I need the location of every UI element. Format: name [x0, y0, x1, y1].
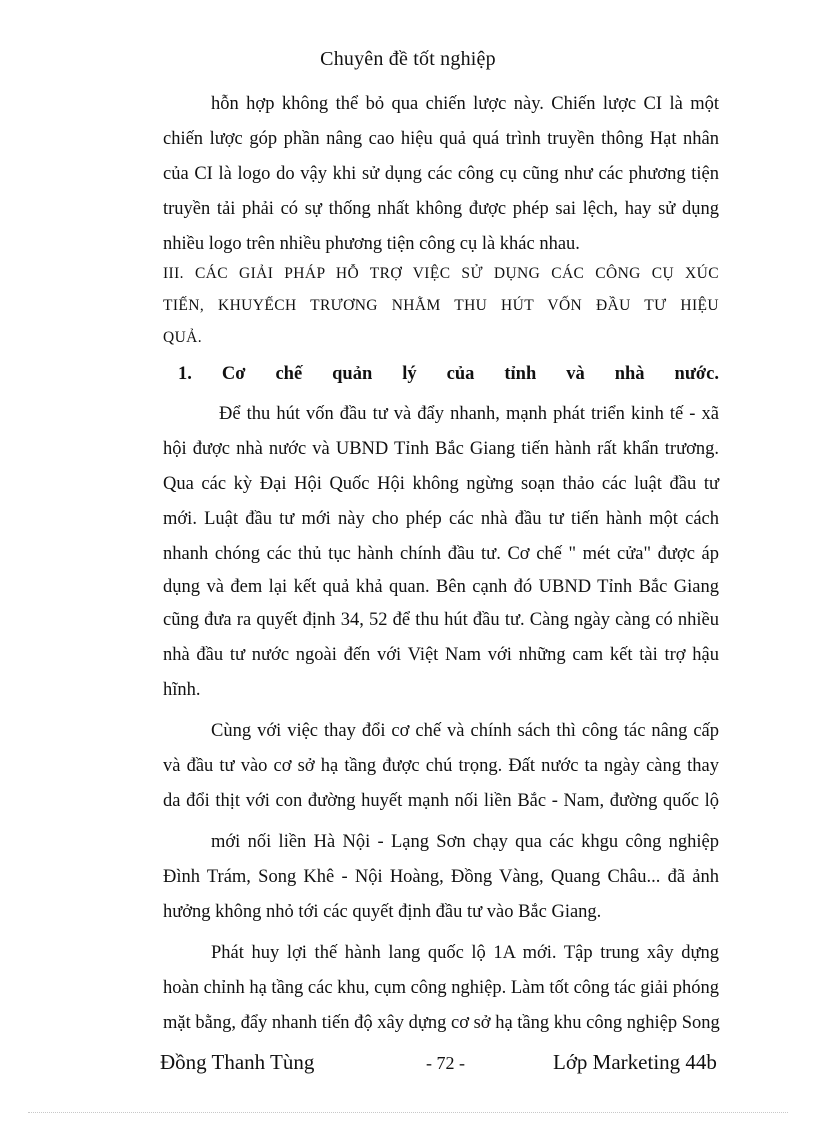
section-heading-line: QUẢ.: [163, 329, 203, 346]
text-line: hưởng không nhỏ tới các quyết định đầu tư vào Bắc Giang.: [163, 902, 602, 922]
text-line: Qua các kỳ Đại Hội Quốc Hội không ngừng soạn thảo các luật đầu tư: [163, 474, 719, 494]
text-line: hoàn chỉnh hạ tầng các khu, cụm công nghiệp. Làm tốt công tác giải phóng: [163, 978, 719, 998]
text-line: hỗn hợp không thể bỏ qua chiến lược này. Chiến lược CI là một: [211, 94, 719, 114]
footer-page-number: - 72 -: [426, 1053, 465, 1073]
text-line: da đổi thịt với con đường huyết mạnh nối liền Bắc - Nam, đường quốc lộ: [163, 791, 719, 811]
text-line: của CI là logo do vậy khi sử dụng các công cụ cũng như các phương tiện: [163, 164, 719, 184]
text-line: Để thu hút vốn đầu tư và đẩy nhanh, mạnh phát triển kinh tế - xã: [219, 404, 719, 424]
text-line: nhiều logo trên nhiều phương tiện công cụ là khác nhau.: [163, 234, 580, 254]
text-line: hội được nhà nước và UBND Tỉnh Bắc Giang tiến hành rất khẩn trương.: [163, 439, 719, 459]
page-header-title: Chuyên đề tốt nghiệp: [320, 48, 496, 70]
footer-author: Đồng Thanh Tùng: [160, 1050, 315, 1074]
text-line: Cùng với việc thay đổi cơ chế và chính sách thì công tác nâng cấp: [211, 721, 719, 741]
section-heading-line: III. CÁC GIẢI PHÁP HỖ TRỢ VIỆC SỬ DỤNG CÁC CÔNG CỤ XÚC: [163, 265, 719, 282]
page-bottom-divider: [28, 1112, 788, 1113]
text-line: truyền tải phải có sự thống nhất không được phép sai lệch, hay sử dụng: [163, 199, 719, 219]
text-line: và đầu tư vào cơ sở hạ tầng được chú trọng. Đất nước ta ngày càng thay: [163, 756, 719, 776]
text-line: nhanh chóng các thủ tục hành chính đầu tư. Cơ chế " mét cửa" được áp: [163, 544, 719, 564]
text-line: chiến lược góp phần nâng cao hiệu quả quá trình truyền thông Hạt nhân: [163, 129, 719, 149]
text-line: mặt bằng, đẩy nhanh tiến độ xây dựng cơ sở hạ tầng khu công nghiệp Song: [163, 1013, 720, 1033]
subsection-heading: 1. Cơ chế quản lý của tỉnh và nhà nước.: [178, 364, 719, 384]
text-line: Đình Trám, Song Khê - Nội Hoàng, Đồng Vàng, Quang Châu... đã ảnh: [163, 867, 719, 887]
footer-class-name: Lớp Marketing 44b: [553, 1050, 717, 1074]
text-line: dụng và đem lại kết quả khả quan. Bên cạnh đó UBND Tỉnh Bắc Giang: [163, 577, 719, 597]
text-line: mới nối liền Hà Nội - Lạng Sơn chạy qua các khgu công nghiệp: [211, 832, 719, 852]
text-line: nhà đầu tư nước ngoài đến với Việt Nam với những cam kết tài trợ hậu: [163, 645, 719, 665]
text-line: hĩnh.: [163, 680, 201, 700]
text-line: mới. Luật đầu tư mới này cho phép các nhà đầu tư tiến hành một cách: [163, 509, 719, 529]
section-heading-line: TIẾN, KHUYẾCH TRƯƠNG NHẰM THU HÚT VỐN ĐẦU TƯ HIỆU: [163, 297, 719, 314]
text-line: Phát huy lợi thế hành lang quốc lộ 1A mới. Tập trung xây dựng: [211, 943, 719, 963]
text-line: cũng đưa ra quyết định 34, 52 để thu hút đầu tư. Càng ngày càng có nhiều: [163, 610, 719, 630]
